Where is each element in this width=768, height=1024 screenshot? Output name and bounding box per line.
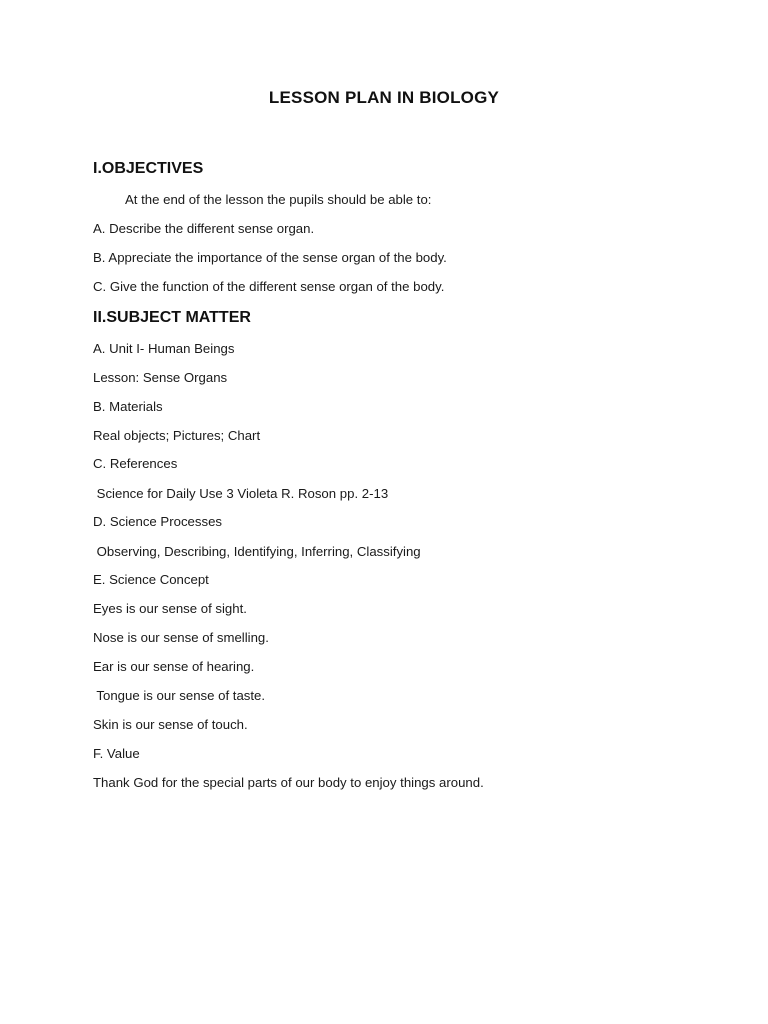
section-heading-objectives: I.OBJECTIVES [93,160,204,177]
subject-line: E. Science Concept [93,572,209,587]
subject-line: A. Unit I- Human Beings [93,341,235,356]
objectives-intro: At the end of the lesson the pupils should be able to: [125,192,432,207]
subject-line: Real objects; Pictures; Chart [93,428,261,443]
subject-line: Thank God for the special parts of our body to enjoy things around. [93,775,484,790]
subject-line: Ear is our sense of hearing. [93,659,255,674]
subject-line: Skin is our sense of touch. [93,717,248,732]
section-heading-subject-matter: II.SUBJECT MATTER [93,309,251,326]
subject-line: Science for Daily Use 3 Violeta R. Roson pp. 2-13 [93,486,389,501]
subject-line: Observing, Describing, Identifying, Inferring, Classifying [93,544,421,559]
objective-item: B. Appreciate the importance of the sense organ of the body. [93,250,447,265]
objective-item: C. Give the function of the different sense organ of the body. [93,279,445,294]
subject-line: Nose is our sense of smelling. [93,630,269,645]
subject-line: C. References [93,456,178,471]
subject-line: Tongue is our sense of taste. [93,688,266,703]
subject-line: Lesson: Sense Organs [93,370,228,385]
page-title: LESSON PLAN IN BIOLOGY [268,88,500,107]
subject-line: Eyes is our sense of sight. [93,601,247,616]
subject-line: B. Materials [93,399,163,414]
subject-line: D. Science Processes [93,514,222,529]
objective-item: A. Describe the different sense organ. [93,221,315,236]
subject-line: F. Value [93,746,140,761]
